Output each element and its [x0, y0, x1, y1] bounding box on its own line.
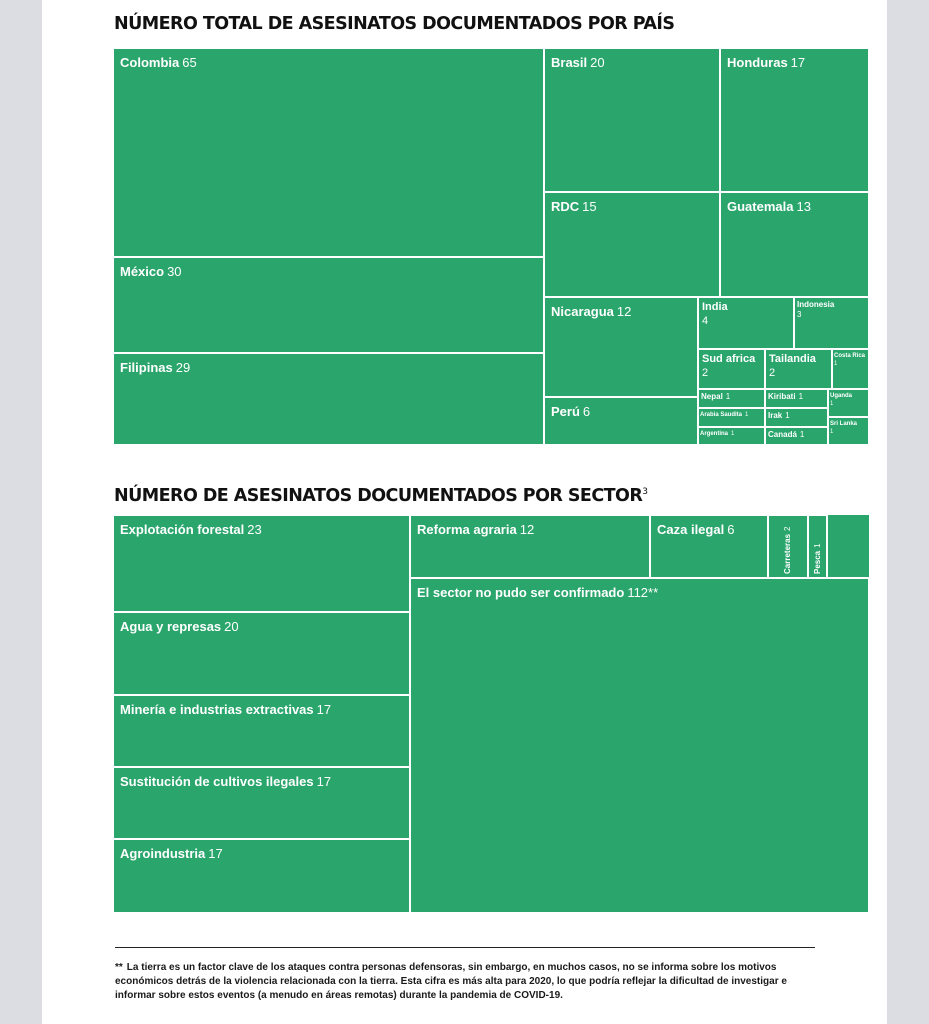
category-name: México [120, 264, 165, 279]
treemap-label [120, 845, 223, 863]
treemap-cell [768, 515, 808, 578]
treemap-label [657, 521, 734, 539]
treemap-cell [832, 349, 869, 389]
category-value: 1 [834, 361, 838, 367]
treemap-cell [410, 515, 650, 578]
treemap-label [702, 352, 755, 380]
treemap-label [700, 430, 734, 438]
treemap-cell [720, 192, 869, 297]
treemap-cell [650, 515, 768, 578]
category-value: 1 [799, 430, 805, 439]
footnote [115, 961, 820, 1003]
category-value: 23 [247, 522, 262, 537]
category-value: 2 [702, 367, 709, 379]
treemap-label [768, 411, 790, 421]
footnote-text: La tierra es un factor clave de los ataques contra personas defensoras, sin embargo, en muchos casos, no se informa sobre los motivos económicos detrás de la violencia relacionada con la tierra. Esta cifra es más alta para 2020, lo que podría reflejar la dificultad de investigar e informar sobre estos eventos (a menudo en áreas remotas) durante la pandemia de COVID-19. [115, 962, 787, 1001]
treemap-label [551, 198, 597, 216]
category-value: 1 [785, 411, 790, 420]
treemap-cell [698, 389, 765, 408]
treemap-cell [808, 515, 827, 578]
treemap-label [834, 352, 865, 368]
category-name: Colombia [120, 55, 180, 70]
category-value: 1 [813, 543, 822, 548]
treemap-cell [113, 839, 410, 913]
treemap-cell [113, 48, 544, 257]
treemap-label [783, 527, 793, 574]
category-name: Uganda [830, 393, 853, 399]
category-value: 3 [797, 310, 802, 319]
treemap-label [551, 303, 631, 321]
treemap-label [701, 392, 730, 402]
treemap-cell [544, 397, 698, 445]
category-name: Filipinas [120, 360, 173, 375]
treemap-label [120, 618, 239, 636]
category-value: 1 [798, 392, 804, 401]
treemap-cell [765, 408, 828, 427]
treemap-label [120, 54, 197, 72]
treemap-label [830, 420, 857, 436]
category-name: Minería e industrias extractivas [120, 702, 314, 717]
category-value: 2 [783, 526, 792, 531]
category-name: Costa Rica [834, 353, 866, 359]
category-value: 20 [224, 619, 239, 634]
category-value: 1 [731, 431, 735, 437]
treemap-cell [828, 389, 869, 417]
treemap-cell [698, 349, 765, 389]
category-name: Pesca [813, 550, 822, 574]
category-value: 17 [790, 55, 806, 70]
category-name: Sud africa [702, 353, 756, 365]
category-name: Explotación forestal [120, 522, 245, 537]
category-name: Tailandia [769, 353, 816, 365]
category-name: Brasil [551, 55, 588, 70]
treemap-label [551, 403, 590, 421]
treemap-label [768, 392, 803, 402]
treemap-cell [720, 48, 869, 192]
category-name: Honduras [727, 55, 788, 70]
category-name: Kiribati [768, 392, 796, 401]
treemap-label [700, 411, 748, 419]
treemap-cell [113, 353, 544, 445]
treemap-cell [765, 389, 828, 408]
treemap-cell [794, 297, 869, 349]
category-value: 6 [727, 522, 735, 537]
treemap-cell [113, 257, 544, 353]
country-treemap [113, 48, 869, 445]
treemap-label [727, 54, 805, 72]
category-value: 12 [519, 522, 535, 537]
category-value: 12 [616, 304, 632, 319]
category-value: 65 [182, 55, 197, 70]
treemap-label [797, 300, 834, 320]
category-value: 1 [745, 412, 749, 418]
category-value: 4 [702, 315, 709, 327]
treemap-label [417, 521, 534, 539]
category-value: 17 [316, 702, 332, 717]
footnote-divider [115, 947, 815, 948]
treemap-label [813, 543, 823, 574]
sector-chart-title [114, 486, 647, 506]
category-name: Nicaragua [551, 304, 614, 319]
footnote-mark: ** [115, 962, 123, 973]
report-page [42, 0, 887, 1024]
treemap-label [702, 300, 728, 328]
category-value: 20 [590, 55, 605, 70]
category-name: Argentina [700, 431, 729, 437]
category-name: Indonesia [797, 300, 835, 309]
treemap-cell [698, 297, 794, 349]
category-value: 30 [167, 264, 182, 279]
country-chart-title: NÚMERO TOTAL DE ASESINATOS DOCUMENTADOS POR PAÍS [114, 14, 675, 34]
treemap-label [120, 521, 262, 539]
sector-treemap [113, 515, 869, 913]
category-name: RDC [551, 199, 580, 214]
category-value: 1 [830, 401, 834, 407]
treemap-label [769, 352, 816, 380]
category-name: India [702, 301, 728, 313]
treemap-cell [698, 408, 765, 427]
category-value: 15 [582, 199, 597, 214]
category-value: 112** [627, 585, 659, 600]
treemap-label [727, 198, 811, 216]
category-name: Canadá [768, 430, 797, 439]
category-name: Caza ilegal [657, 522, 725, 537]
category-name: Sri Lanka [830, 421, 858, 427]
category-name: El sector no pudo ser confirmado [417, 585, 625, 600]
category-name: Nepal [701, 392, 723, 401]
category-value: 6 [582, 404, 591, 419]
category-name: Guatemala [727, 199, 794, 214]
treemap-cell [828, 417, 869, 445]
category-value: 29 [175, 360, 191, 375]
treemap-cell [698, 427, 765, 445]
category-value: 2 [769, 367, 776, 379]
treemap-cell [113, 767, 410, 839]
treemap-cell [765, 349, 832, 389]
treemap-label [120, 359, 190, 377]
treemap-cell [113, 515, 410, 612]
category-value: 13 [796, 199, 811, 214]
category-name: Carreteras [783, 533, 792, 574]
treemap-cell [544, 297, 698, 397]
category-name: Reforma agraria [417, 522, 517, 537]
category-name: Irak [768, 411, 783, 420]
treemap-label [120, 701, 331, 719]
treemap-cell [765, 427, 828, 445]
treemap-cell [410, 578, 869, 913]
treemap-label [120, 773, 331, 791]
treemap-cell [113, 695, 410, 767]
category-name: Agroindustria [120, 846, 206, 861]
category-name: Perú [551, 404, 580, 419]
category-value: 1 [830, 429, 834, 435]
treemap-label [120, 263, 182, 281]
treemap-cell [544, 48, 720, 192]
treemap-label [417, 584, 658, 602]
treemap-label [551, 54, 605, 72]
category-name: Sustitución de cultivos ilegales [120, 774, 314, 789]
treemap-label [768, 430, 804, 440]
category-value: 17 [316, 774, 332, 789]
category-value: 1 [725, 392, 731, 401]
sector-chart-title-footnote-ref: 3 [642, 487, 648, 498]
treemap-cell [544, 192, 720, 297]
category-name: Agua y represas [120, 619, 222, 634]
category-name: Arabia Saudita [700, 412, 743, 418]
treemap-label [830, 392, 852, 408]
treemap-cell [113, 612, 410, 695]
category-value: 17 [208, 846, 223, 861]
sector-chart-title-text: NÚMERO DE ASESINATOS DOCUMENTADOS POR SECTOR [114, 486, 643, 506]
